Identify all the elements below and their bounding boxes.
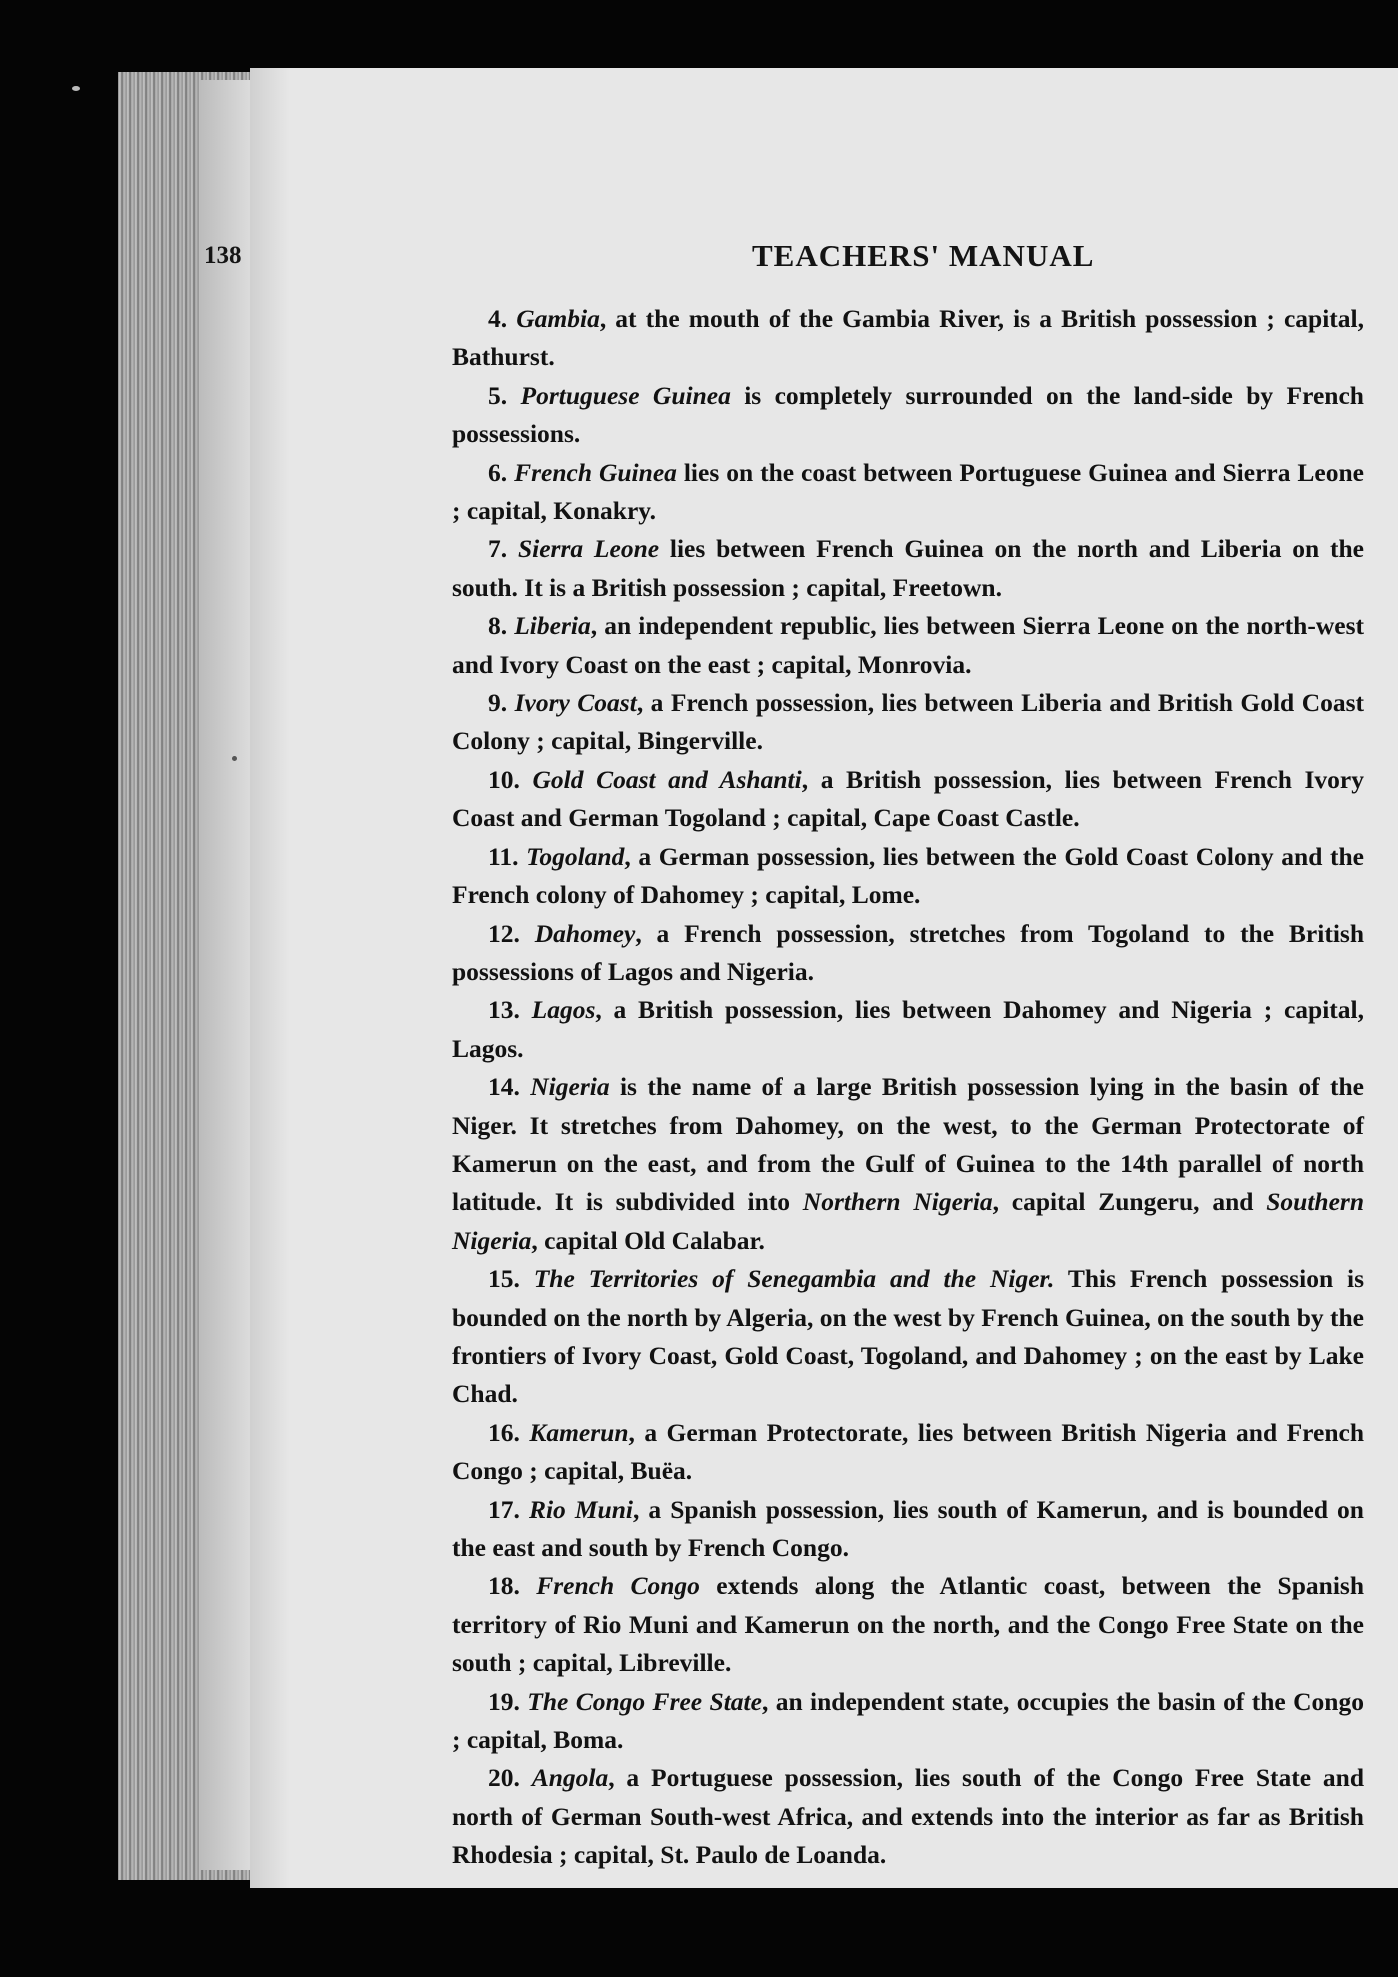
entry-paragraph [452, 1068, 1364, 1260]
entry-name: Nigeria [530, 1072, 610, 1102]
entry-name: Dahomey [534, 918, 636, 948]
entry-paragraph [452, 838, 1364, 915]
entry-number: 13. [488, 995, 520, 1025]
entry-number: 16. [488, 1417, 520, 1447]
entry-text: lies between French Guinea on the north and Liberia on the south. It is a British possession ; capital, Freetown. [452, 534, 1365, 602]
entry-name: The Congo Free State [527, 1686, 762, 1716]
entry-number: 14. [488, 1072, 520, 1102]
entry-name: Northern Nigeria [802, 1187, 993, 1217]
entry-name: Ivory Coast [514, 688, 637, 718]
entry-paragraph [452, 1567, 1364, 1682]
running-head: TEACHERS' MANUAL [752, 238, 1095, 273]
entry-name: The Territories of Senegambia and the Niger. [533, 1264, 1055, 1294]
entry-paragraph [452, 761, 1364, 838]
entry-number: 20. [488, 1763, 520, 1793]
entry-number: 17. [488, 1494, 520, 1524]
entry-name: Lagos [531, 995, 596, 1025]
gutter-shadow [250, 68, 290, 1888]
entry-text: , a French possession, stretches from Togoland to the British possessions of Lagos and Nigeria. [452, 918, 1365, 986]
entry-number: 12. [488, 918, 520, 948]
entry-text: , a German Protectorate, lies between British Nigeria and French Congo ; capital, Buëa. [452, 1417, 1364, 1486]
entry-text: , a Portuguese possession, lies south of the Congo Free State and north of German South-west Africa, and extends into the interior as far as British Rhodesia ; capital, St. Paulo de Loanda. [452, 1763, 1364, 1870]
entry-text: extends along the Atlantic coast, between the Spanish territory of Rio Muni and Kamerun on the north, and the Congo Free State on the south ; capital, Libreville. [452, 1571, 1365, 1678]
entry-text: , an independent republic, lies between Sierra Leone on the north-west and Ivory Coast on the east ; capital, Monrovia. [452, 611, 1364, 679]
entry-number: 11. [488, 841, 519, 871]
entry-text: , a French possession, lies between Liberia and British Gold Coast Colony ; capital, Bingerville. [452, 688, 1365, 756]
entry-text: , at the mouth of the Gambia River, is a British possession ; capital, Bathurst. [452, 304, 1364, 372]
entry-paragraph [452, 915, 1364, 992]
entry-paragraph [452, 530, 1364, 607]
entry-number: 18. [488, 1571, 520, 1601]
entry-name: French Congo [536, 1571, 700, 1601]
entry-text: , capital Zungeru, and [992, 1187, 1267, 1217]
entry-text: , capital Old Calabar. [531, 1225, 765, 1255]
entry-paragraph [452, 1414, 1364, 1491]
entry-number: 4. [488, 304, 508, 333]
entry-paragraph [452, 300, 1364, 377]
entry-name: Angola [531, 1763, 609, 1793]
entry-paragraph [452, 1683, 1364, 1760]
entry-name: Rio Muni [528, 1494, 633, 1524]
entry-name: Kamerun [529, 1417, 629, 1447]
dust-speck [232, 756, 237, 761]
entry-text: , a Spanish possession, lies south of Kamerun, and is bounded on the east and south by French Congo. [452, 1494, 1364, 1562]
entry-paragraph [452, 991, 1364, 1068]
entry-paragraph [452, 607, 1364, 684]
entry-number: 9. [488, 688, 508, 718]
entry-text: This French possession is bounded on the north by Algeria, on the west by French Guinea, on the south by the frontiers of Ivory Coast, Gold Coast, Togoland, and Dahomey ; on the east by Lake Chad. [452, 1264, 1364, 1409]
entry-number: 15. [488, 1264, 520, 1294]
entry-paragraph [452, 684, 1364, 761]
entry-number: 19. [488, 1686, 520, 1716]
entry-paragraph [452, 1260, 1364, 1414]
body-text [452, 300, 1364, 1875]
entry-paragraph [452, 1759, 1364, 1874]
entry-name: Gold Coast and Ashanti [532, 764, 802, 794]
entry-paragraph [452, 1491, 1364, 1568]
entry-paragraph [452, 454, 1364, 531]
entry-name: Togoland [526, 841, 625, 871]
entry-number: 8. [488, 611, 508, 641]
entry-number: 5. [488, 380, 508, 410]
dust-speck [72, 86, 80, 91]
entry-text: , a British possession, lies between Dahomey and Nigeria ; capital, Lagos. [452, 995, 1364, 1063]
entry-number: 7. [488, 534, 508, 564]
entry-number: 10. [488, 764, 520, 794]
entry-name: Sierra Leone [517, 534, 660, 564]
entry-number: 6. [488, 457, 508, 487]
entry-name: Liberia [514, 611, 591, 641]
entry-name: French Guinea [514, 457, 677, 487]
entry-text: , an independent state, occupies the basin of the Congo ; capital, Boma. [452, 1686, 1364, 1755]
entry-text: is completely surrounded on the land-side by French possessions. [452, 380, 1364, 449]
entry-text: lies on the coast between Portuguese Guinea and Sierra Leone ; capital, Konakry. [452, 457, 1364, 526]
entry-name: Southern Nigeria [452, 1187, 1365, 1255]
page-number: 138 [204, 242, 242, 269]
entry-text: , a British possession, lies between French Ivory Coast and German Togoland ; capital, Cape Coast Castle. [452, 764, 1364, 833]
entry-name: Portuguese Guinea [520, 380, 731, 410]
entry-text: is the name of a large British possession lying in the basin of the Niger. It stretches from Dahomey, on the west, to the German Protectorate of Kamerun on the east, and from the Gulf of Guinea to the 14th parallel of north latitude. It is subdivided into [452, 1072, 1364, 1217]
entry-text: , a German possession, lies between the Gold Coast Colony and the French colony of Dahomey ; capital, Lome. [452, 841, 1364, 910]
entry-name: Gambia [516, 304, 600, 333]
entry-paragraph [452, 377, 1364, 454]
